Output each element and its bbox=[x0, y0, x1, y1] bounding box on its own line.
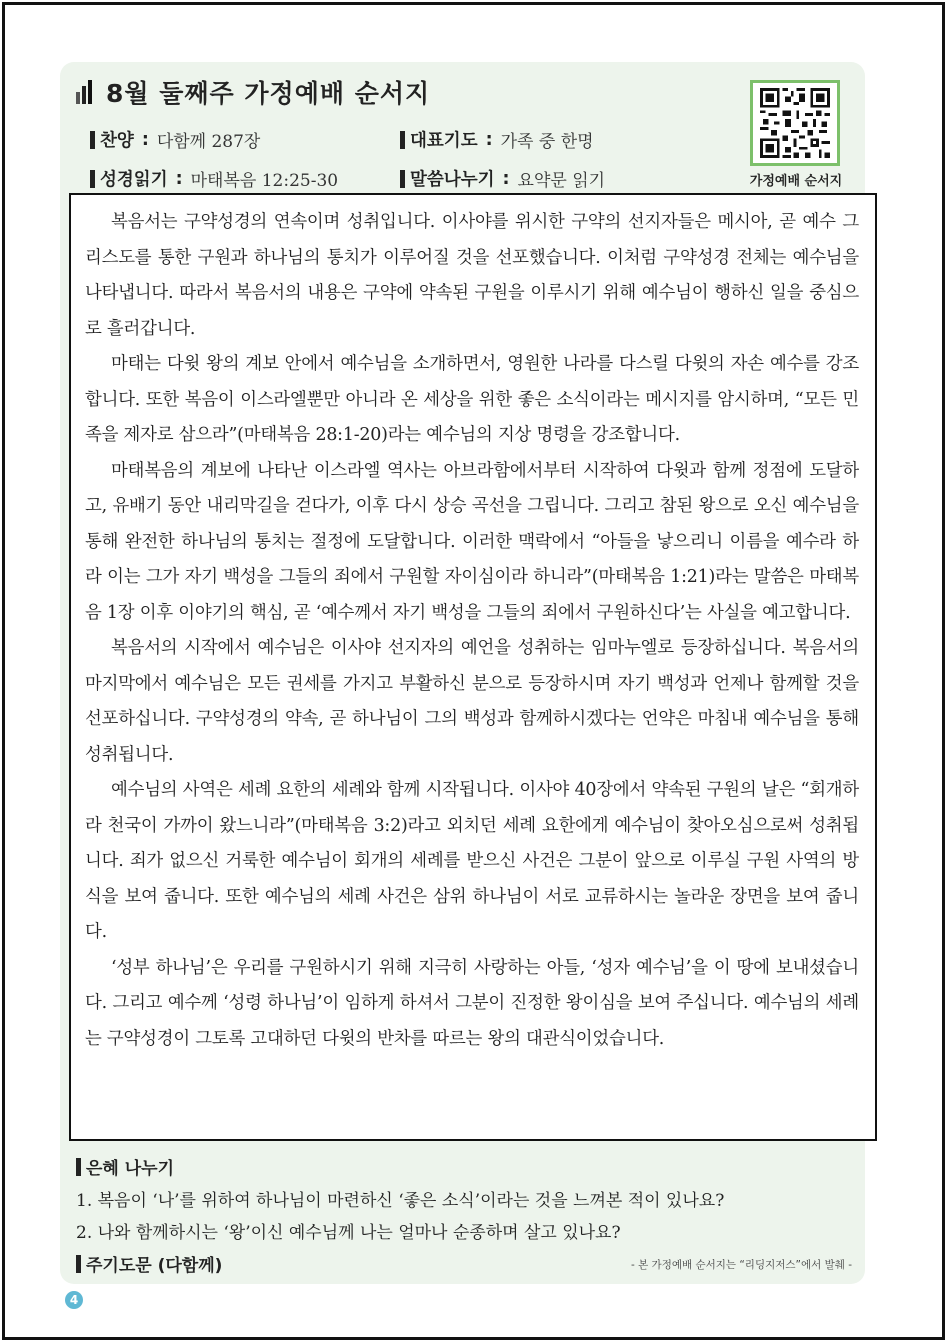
prayer-label: 대표기도 bbox=[410, 131, 478, 151]
summary-paragraph: 복음서는 구약성경의 연속이며 성취입니다. 이사야를 위시한 구약의 선지자들은 메시아, 곧 예수 그리스도를 통한 구원과 하나님의 통치가 이루어질 것을 선포했습니다. 이처럼 구약성경 전체는 예수님을 나타냅니다. 따라서 복음서의 내용은 구약에 약속된 구원을 이루시기 위해 예수님이 행하신 일을 중심으로 흘러갑니다. bbox=[85, 212, 859, 339]
lords-prayer-label: 주기도문 (다함께) bbox=[86, 1256, 223, 1276]
bullet-mark bbox=[76, 1158, 81, 1176]
qr-code-icon bbox=[759, 88, 831, 158]
bullet-mark bbox=[400, 131, 405, 149]
hymn-info: 찬양 : 다함께 287장 bbox=[90, 127, 260, 152]
summary-paragraph: 마태복음의 계보에 나타난 이스라엘 역사는 아브라함에서부터 시작하여 다윗과 함께 정점에 도달하고, 유배기 동안 내리막길을 걷다가, 이후 다시 상승 곡선을 그립니다. 그리고 참된 왕으로 오신 예수님을 통해 완전한 하나님의 통치는 절정에 도달합니다. 이러한 맥락에서 “아들을 낳으리니 이름을 예수라 하라 이는 그가 자기 백성을 그들의 죄에서 구원할 자이심이라 하니라”(마태복음 1:21)라는 말씀은 마태복음 1장 이후 이야기의 핵심, 곧 ‘예수께서 자기 백성을 그들의 죄에서 구원하신다’는 사실을 예고합니다. bbox=[85, 460, 859, 623]
qr-caption: 가정예배 순서지 bbox=[749, 174, 843, 189]
summary-paragraph: 예수님의 사역은 세례 요한의 세례와 함께 시작됩니다. 이사야 40장에서 약속된 구원의 날은 “회개하라 천국이 가까이 왔느니라”(마태복음 3:2)라고 외치던 세례 요한에게 예수님이 찾아오심으로써 성취됩니다. 죄가 없으신 거룩한 예수님이 회개의 세례를 받으신 사건은 그분이 앞으로 이루실 구원 사역의 방식을 보여 줍니다. 또한 예수님의 세례 사건은 삼위 하나님이 서로 교류하시는 놀라운 장면을 보여 줍니다. bbox=[85, 780, 859, 942]
summary-text-box bbox=[69, 193, 877, 1141]
prayer-info: 대표기도 : 가족 중 한명 bbox=[400, 127, 594, 152]
grace-sharing-label: 은혜 나누기 bbox=[86, 1159, 175, 1179]
prayer-value: 가족 중 한명 bbox=[500, 132, 594, 152]
summary-paragraph: 복음서의 시작에서 예수님은 이사야 선지자의 예언을 성취하는 임마누엘로 등장하십니다. 복음서의 마지막에서 예수님은 모든 권세를 가지고 부활하신 분으로 등장하시며 자기 백성과 언제나 함께할 것을 선포하십니다. 구약성경의 약속, 곧 하나님이 그의 백성과 함께하시겠다는 언약은 마침내 예수님을 통해 성취됩니다. bbox=[85, 638, 859, 765]
bar-chart-icon bbox=[76, 80, 92, 104]
reading-label: 성경읽기 bbox=[100, 170, 168, 190]
question-item: 2. 나와 함께하시는 ‘왕’이신 예수님께 나는 얼마나 순종하며 살고 있나요? bbox=[76, 1223, 621, 1243]
bullet-mark bbox=[90, 131, 95, 149]
sharing-info: 말씀나누기 : 요약문 읽기 bbox=[400, 166, 605, 191]
reading-info: 성경읽기 : 마태복음 12:25-30 bbox=[90, 166, 338, 191]
sharing-label: 말씀나누기 bbox=[410, 170, 495, 190]
grace-sharing-heading bbox=[76, 1154, 174, 1179]
summary-paragraph: ‘성부 하나님’은 우리를 구원하시기 위해 지극히 사랑하는 아들, ‘성자 예수님’을 이 땅에 보내셨습니다. 그리고 예수께 ‘성령 하나님’이 임하게 하셔서 그분이 진정한 왕이심을 보여 주십니다. 예수님의 세례는 구약성경이 그토록 고대하던 다윗의 반차를 따르는 왕의 대관식이었습니다. bbox=[85, 957, 859, 1049]
title-row bbox=[76, 74, 430, 110]
bullet-mark bbox=[90, 170, 95, 188]
reading-value: 마태복음 12:25-30 bbox=[190, 171, 339, 191]
page-number-badge: 4 bbox=[65, 1291, 83, 1309]
page-title: 8월 둘째주 가정예배 순서지 bbox=[106, 79, 431, 108]
hymn-label: 찬양 bbox=[100, 131, 134, 151]
source-note: - 본 가정예배 순서지는 “리딩지저스”에서 발췌 - bbox=[630, 1259, 852, 1271]
sharing-value: 요약문 읽기 bbox=[517, 171, 606, 191]
lords-prayer-heading bbox=[76, 1251, 222, 1276]
hymn-value: 다함께 287장 bbox=[156, 132, 261, 152]
bullet-mark bbox=[76, 1255, 81, 1273]
qr-code[interactable] bbox=[750, 80, 840, 166]
summary-paragraph: 마태는 다윗 왕의 계보 안에서 예수님을 소개하면서, 영원한 나라를 다스릴 다윗의 자손 예수를 강조합니다. 또한 복음이 이스라엘뿐만 아니라 온 세상을 위한 좋은 소식이라는 메시지를 암시하며, “모든 민족을 제자로 삼으라”(마태복음 28:1-20)라는 예수님의 지상 명령을 강조합니다. bbox=[85, 354, 859, 445]
bullet-mark bbox=[400, 170, 405, 188]
question-item: 1. 복음이 ‘나’를 위하여 하나님이 마련하신 ‘좋은 소식’이라는 것을 느껴본 적이 있나요? bbox=[76, 1191, 725, 1211]
